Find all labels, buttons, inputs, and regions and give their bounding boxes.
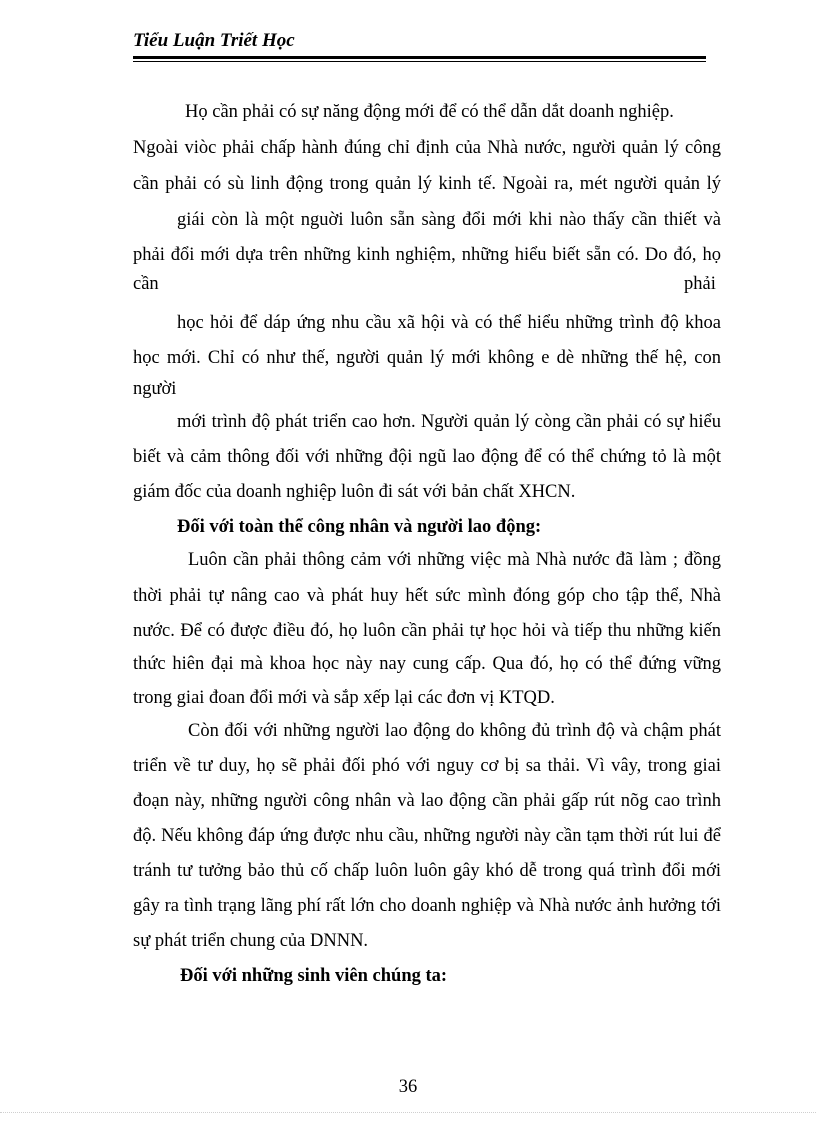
running-header-title: Tiểu Luận Triết Học — [133, 30, 295, 51]
text-line: triển về tư duy, họ sẽ phải đối phó với nguy cơ bị sa thải. Vì vây, trong giai — [133, 756, 721, 776]
header-rule-thick — [133, 56, 706, 59]
text-line: Luôn cần phải thông cảm với những việc mà Nhà nước đã làm ; đồng — [188, 550, 721, 570]
text-line: học hỏi để dáp ứng nhu cầu xã hội và có thể hiểu những trình độ khoa — [177, 313, 721, 333]
text-line: thời phải tự nâng cao và phát huy hết sức mình đóng góp cho tập thể, Nhà — [133, 586, 721, 606]
text-line: trong giai đoan đổi mới và sắp xếp lại các đơn vị KTQD. — [133, 688, 555, 708]
text-line: phải — [684, 274, 716, 294]
text-line: đoạn này, những người công nhân và lao động cần phải gấp rút nõg cao trình — [133, 791, 721, 811]
header-rule-thin — [133, 61, 706, 62]
page-number: 36 — [398, 1077, 418, 1097]
text-line: cần phải có sù linh động trong quản lý kinh tế. Ngoài ra, mét người quản lý — [133, 174, 721, 194]
text-line: giái còn là một nguời luôn sẵn sàng đổi mới khi nào thấy cần thiết và — [177, 210, 721, 230]
section-heading: Đối với những sinh viên chúng ta: — [180, 966, 448, 986]
page-bottom-divider — [0, 1112, 816, 1113]
text-line: nước. Để có được điều đó, họ luôn cần phải tự học hỏi và tiếp thu những kiến — [133, 621, 721, 641]
text-line: gây ra tình trạng lãng phí rất lớn cho doanh nghiệp và Nhà nước ảnh hưởng tới — [133, 896, 721, 916]
text-line: sự phát triển chung của DNNN. — [133, 931, 369, 951]
text-line: Họ cần phải có sự năng động mới để có thể dẫn dắt doanh nghiệp. — [185, 102, 674, 122]
text-line: giám đốc của doanh nghiệp luôn đi sát với bản chất XHCN. — [133, 482, 576, 502]
text-line: cần — [133, 274, 159, 294]
text-line: biết và cảm thông đối với những đội ngũ lao động để có thể chứng tỏ là một — [133, 447, 721, 467]
text-line: Ngoài viòc phải chấp hành đúng chỉ định của Nhà nước, người quản lý công — [133, 138, 721, 158]
text-line: thức hiên đại mà khoa học này nay cung cấp. Qua đó, họ có thể đứng vững — [133, 654, 721, 674]
text-line: tránh tư tưởng bảo thủ cố chấp luôn luôn gây khó dễ trong quá trình đổi mới — [133, 861, 721, 881]
text-line: độ. Nếu không đáp ứng được nhu cầu, những người này cần tạm thời rút lui để — [133, 826, 721, 846]
text-line: mới trình độ phát triển cao hơn. Người quản lý còng cần phải có sự hiểu — [177, 412, 721, 432]
text-line: Còn đối với những người lao động do không đủ trình độ và chậm phát — [188, 721, 721, 741]
section-heading: Đối với toàn thể công nhân và người lao động: — [177, 517, 542, 537]
text-line: phải đổi mới dựa trên những kinh nghiệm, những hiểu biết sẵn có. Do đó, họ — [133, 245, 721, 265]
text-line: học mới. Chỉ có như thế, người quản lý mới không e dè những thế hệ, con — [133, 348, 721, 368]
text-line: người — [133, 379, 177, 399]
